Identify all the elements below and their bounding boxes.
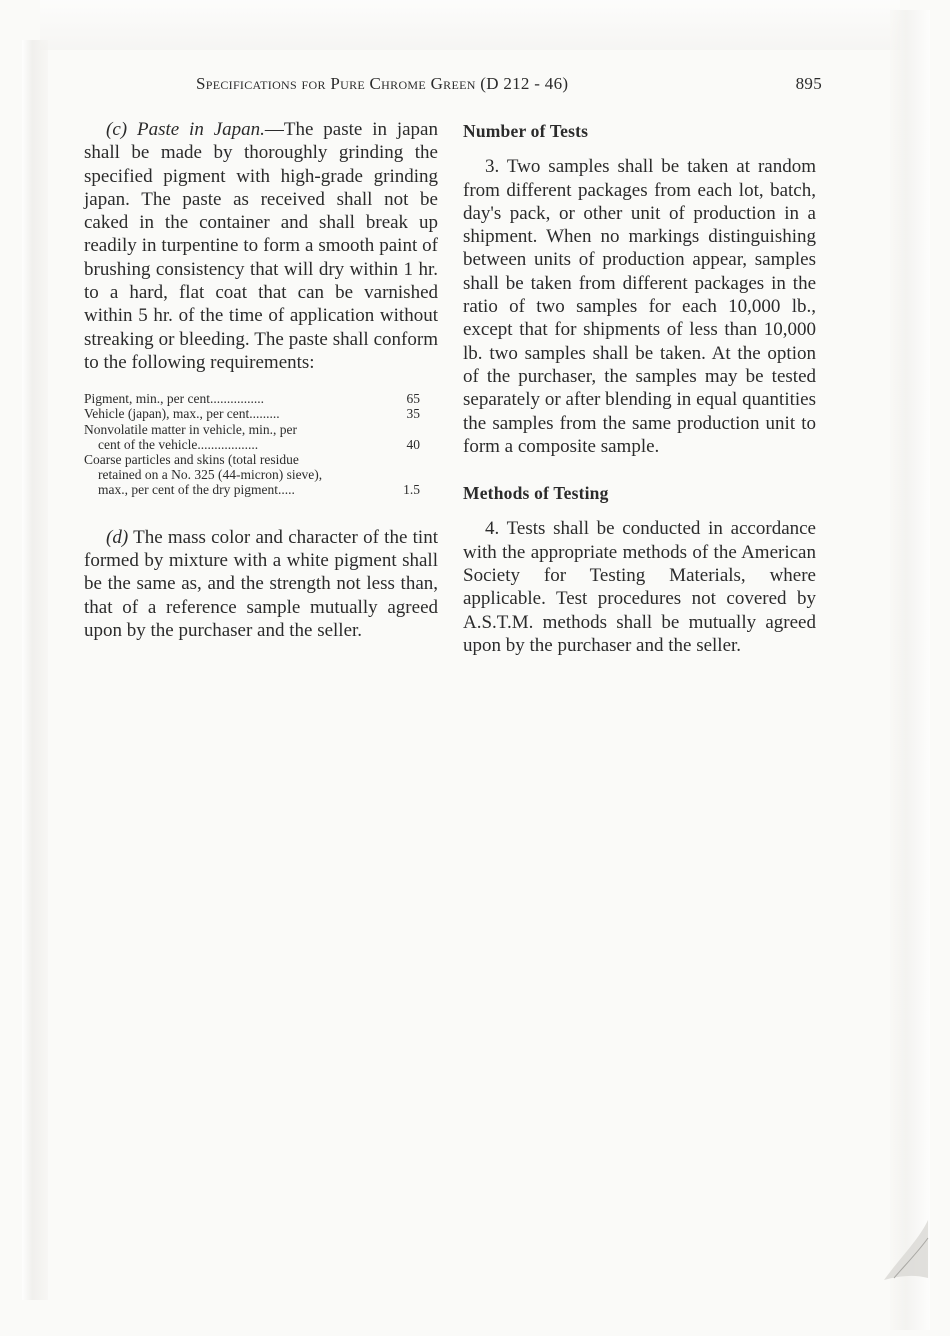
requirement-row bbox=[84, 406, 420, 421]
right-column bbox=[463, 118, 816, 657]
scan-shadow-right bbox=[890, 10, 930, 1330]
requirement-value: 65 bbox=[406, 391, 420, 407]
requirement-row bbox=[84, 391, 420, 406]
page-number: 895 bbox=[795, 74, 822, 93]
requirement-label-continued: cent of the vehicle.................. bbox=[98, 436, 259, 452]
running-header bbox=[196, 74, 822, 100]
requirements-table bbox=[84, 391, 420, 497]
heading-methods-of-testing: Methods of Testing bbox=[463, 483, 609, 504]
requirement-row-continued bbox=[84, 467, 420, 482]
requirement-value: 35 bbox=[406, 406, 420, 422]
paragraph-c-text: —The paste in japan shall be made by thoroughly grinding the specified pigment with high-grade grinding japan. The paste as received shall not be caked in the container and shall break up readily in turpentine to form a smooth paint of brushing consistency that will dry within 1 hr. to a hard, flat coat that can be varnished within 5 hr. of the time of application without streaking or bleeding. The paste shall conform to the following requirements: bbox=[84, 119, 438, 373]
header-title: Specifications for Pure Chrome Green (D 212 - 46) bbox=[196, 74, 569, 93]
heading-number-of-tests: Number of Tests bbox=[463, 121, 589, 141]
left-column bbox=[84, 118, 438, 642]
paragraph-d-text: The mass color and character of the tint formed by mixture with a white pigment shall be the same as, and the strength not less than, that of a reference sample mutually agreed upon by the purchaser and the seller. bbox=[84, 526, 438, 641]
requirement-label-continued: max., per cent of the dry pigment..... bbox=[98, 482, 295, 498]
paragraph-4: 4. Tests shall be conducted in accordance with the appropriate methods of the American Society for Testing Materials, where applicable. Test procedures not covered by A.S.T.M. methods shall be mutually agreed upon by the purchaser and the seller. bbox=[463, 518, 816, 656]
paragraph-3: 3. Two samples shall be taken at random from different packages from each lot, batch, day's pack, or other unit of production in a shipment. When no markings distinguishing between units of production appear, samples shall be taken from different packages in the ratio of two samples for each 10,000 lb., except that for shipments of less than 10,000 lb. two samples shall be taken. At the option of the purchaser, the samples may be tested separately or after blending in equal quantities the samples from the same production unit to form a composite sample. bbox=[463, 156, 816, 457]
scan-shadow-left bbox=[22, 40, 48, 1300]
requirement-label: Vehicle (japan), max., per cent......... bbox=[84, 406, 280, 422]
requirement-label-continued: retained on a No. 325 (44-micron) sieve), bbox=[98, 467, 323, 483]
paragraph-d bbox=[84, 526, 438, 642]
requirement-label: Nonvolatile matter in vehicle, min., per bbox=[84, 421, 297, 437]
page-curl-mark bbox=[880, 1218, 930, 1288]
requirement-label: Pigment, min., per cent................ bbox=[84, 391, 264, 407]
requirement-value: 40 bbox=[406, 436, 420, 452]
scan-shadow-top bbox=[40, 0, 900, 50]
requirement-value: 1.5 bbox=[403, 482, 420, 498]
requirement-row-continued bbox=[84, 482, 420, 497]
paragraph-d-label: (d) bbox=[106, 526, 129, 548]
requirement-row bbox=[84, 452, 420, 467]
paragraph-c bbox=[84, 118, 438, 374]
requirement-label: Coarse particles and skins (total residue bbox=[84, 452, 299, 468]
requirement-row-continued bbox=[84, 437, 420, 452]
requirement-row bbox=[84, 422, 420, 437]
paragraph-c-label: (c) Paste in Japan. bbox=[106, 119, 265, 140]
